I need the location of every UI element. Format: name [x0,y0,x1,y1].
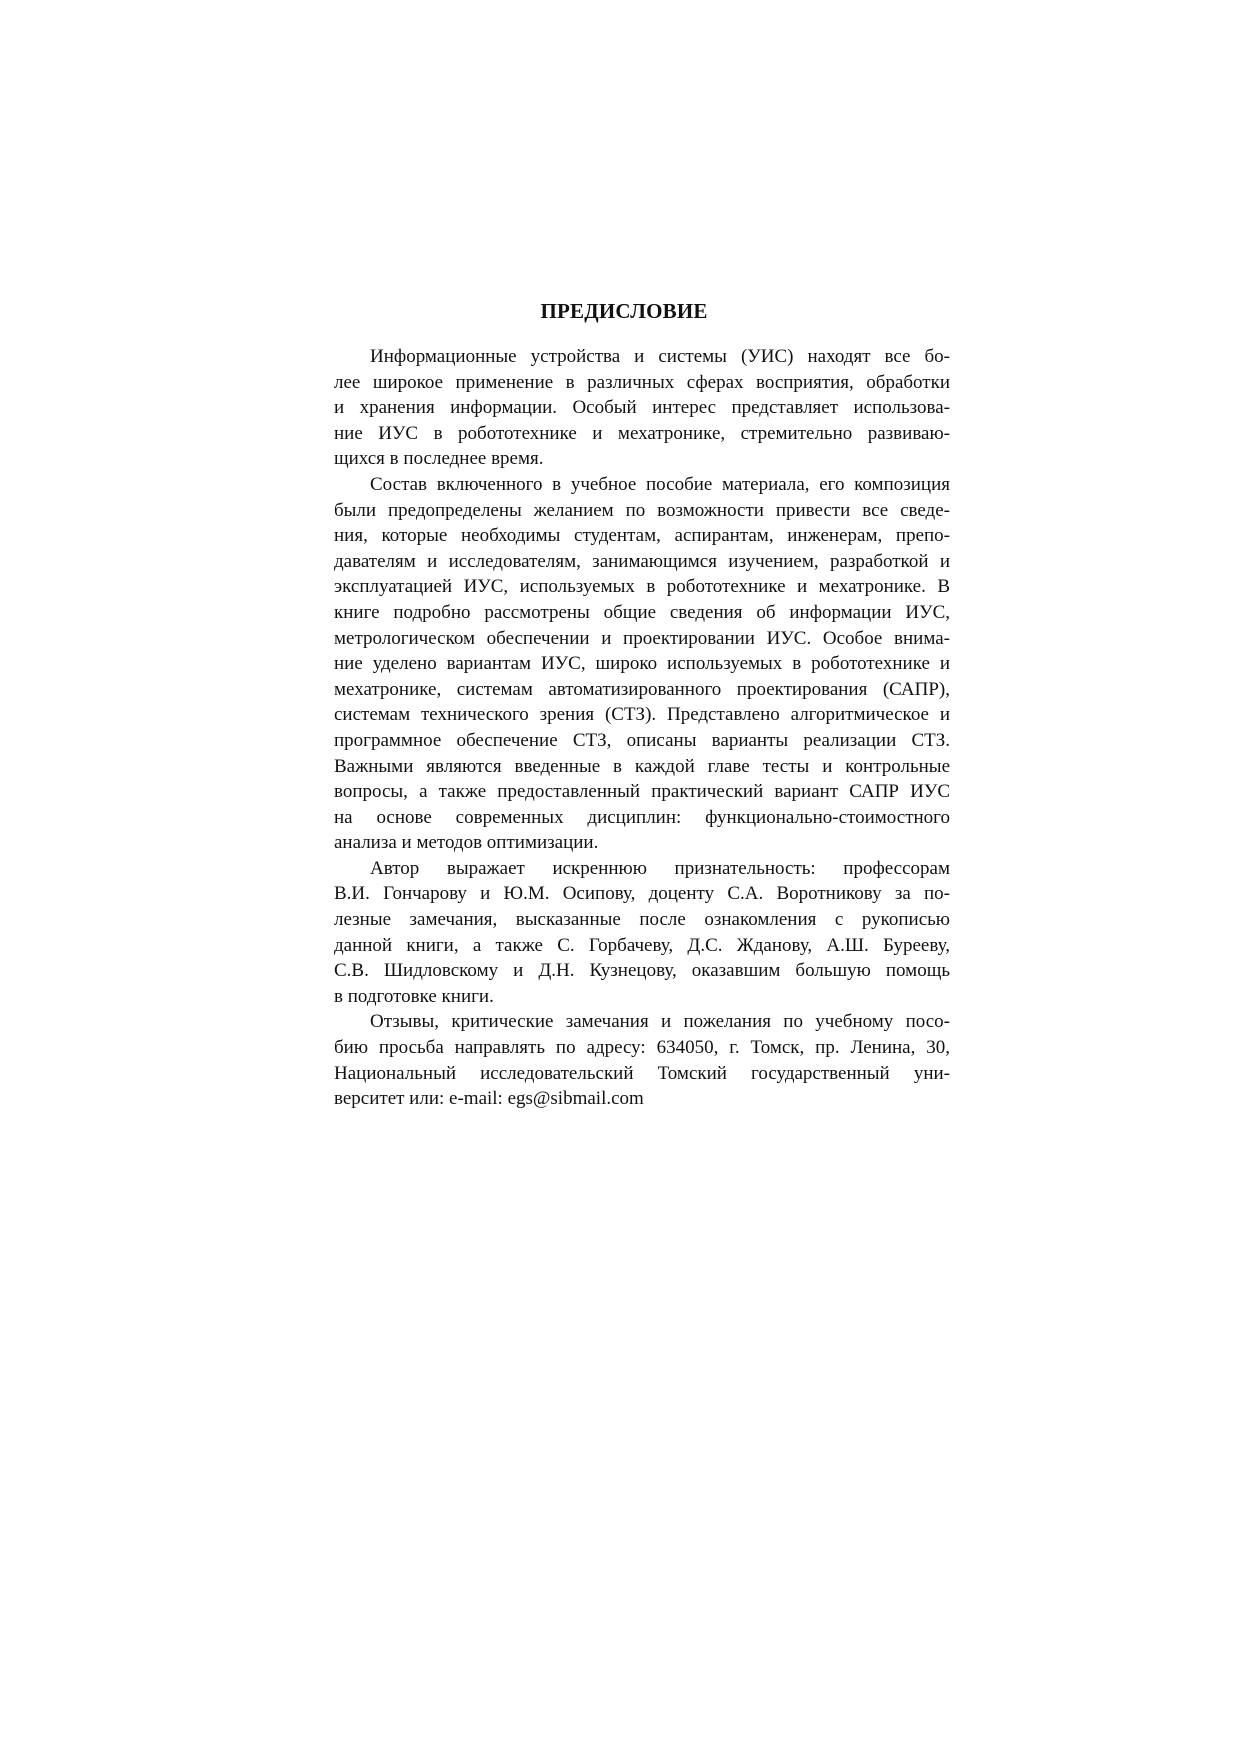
text-line: Важными являются введенные в каждой главе тесты и контрольные [334,755,950,777]
text-line: С.В. Шидловскому и Д.Н. Кузнецову, оказавшим большую помощь [334,960,950,982]
text-line: ние ИУС в робототехнике и мехатронике, стремительно развиваю- [334,422,950,444]
text-line: верситет или: e-mail: egs@sibmail.com [334,1088,644,1110]
text-line: эксплуатацией ИУС, используемых в робототехнике и мехатронике. В [334,576,950,598]
text-line: давателям и исследователям, занимающимся изучением, разработкой и [334,550,950,572]
text-line: мехатронике, системам автоматизированного проектирования (САПР), [334,678,950,700]
paragraph [298,856,950,1010]
text-line: бию просьба направлять по адресу: 634050, г. Томск, пр. Ленина, 30, [334,1037,950,1059]
text-line: были предопределены желанием по возможности привести все сведе- [334,499,950,521]
text-line: лее широкое применение в различных сферах восприятия, обработки [334,371,950,393]
text-line: Национальный исследовательский Томский государственный уни- [334,1062,950,1084]
page-title: ПРЕДИСЛОВИЕ [540,299,708,323]
text-line: и хранения информации. Особый интерес представляет использова- [334,397,950,419]
text-line: программное обеспечение СТЗ, описаны варианты реализации СТЗ. [334,729,950,751]
text-line: Информационные устройства и системы (УИС) находят все бо- [370,346,950,367]
text-line: ние уделено вариантам ИУС, широко используемых в робототехнике и [334,653,950,675]
text-line: щихся в последнее время. [334,448,544,470]
text-line: Состав включенного в учебное пособие материала, его композиция [370,473,950,495]
text-line: книге подробно рассмотрены общие сведения об информации ИУС, [334,601,950,623]
paragraph [298,344,950,472]
text-line: лезные замечания, высказанные после ознакомления с рукописью [334,909,950,931]
text-line: Автор выражает искреннюю признательность: профессорам [370,857,950,879]
preface-section [298,298,950,1112]
text-line: ния, которые необходимы студентам, аспирантам, инженерам, препо- [334,525,950,547]
paragraph [298,1009,950,1111]
text-line: анализа и методов оптимизации. [334,832,599,854]
text-line: метрологическом обеспечении и проектировании ИУС. Особое внима- [334,627,950,649]
text-line: Отзывы, критические замечания и пожелания по учебному посо- [370,1011,950,1033]
text-line: в подготовке книги. [334,985,494,1007]
paragraph [298,472,950,856]
text-line: данной книги, а также С. Горбачеву, Д.С. Жданову, А.Ш. Бурееву, [334,934,950,956]
text-line: системам технического зрения (СТЗ). Представлено алгоритмическое и [334,704,950,726]
text-line: на основе современных дисциплин: функционально-стоимостного [334,806,950,828]
text-line: вопросы, а также предоставленный практический вариант САПР ИУС [334,781,950,803]
text-line: В.И. Гончарову и Ю.М. Осипову, доценту С.А. Воротникову за по- [334,883,950,905]
